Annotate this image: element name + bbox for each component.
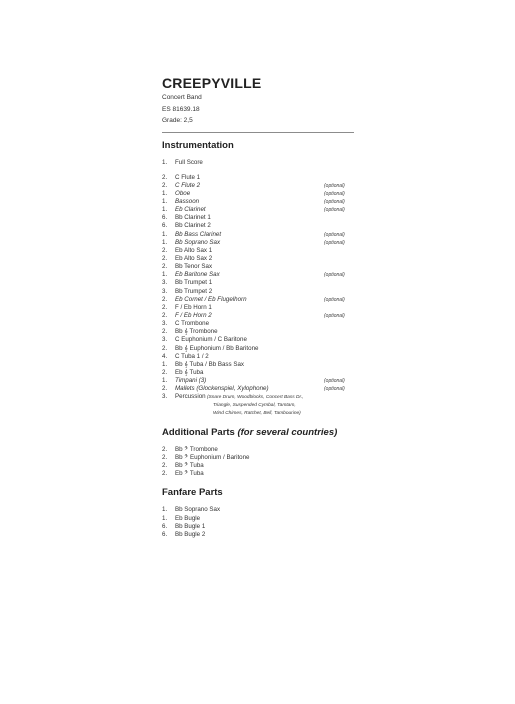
part-name-text: Eb Bugle — [175, 514, 201, 522]
part-count: 3. — [162, 279, 168, 287]
list-item — [162, 288, 354, 296]
list-item — [162, 446, 354, 454]
part-count: 2. — [162, 173, 168, 181]
optional-label: (optional) — [324, 378, 345, 385]
part-name — [175, 198, 324, 206]
part-name — [175, 206, 324, 214]
part-name-text: Percussion — [175, 393, 206, 401]
list-spacer — [162, 167, 354, 174]
part-name-text: C Trombone — [175, 320, 210, 328]
part-name — [175, 336, 324, 344]
list-item — [162, 182, 354, 190]
part-count: 1. — [162, 230, 168, 238]
part-name — [175, 239, 324, 247]
optional-label — [324, 369, 354, 377]
part-name — [175, 523, 354, 531]
part-name-text: Bb Trumpet 2 — [175, 287, 213, 295]
part-name-text: Bb 𝄞 Euphonium / Bb Baritone — [175, 344, 259, 352]
part-count: 2. — [162, 385, 168, 393]
list-item — [162, 454, 354, 462]
part-name-text: C Flute 2 — [175, 181, 201, 189]
part-name — [175, 174, 324, 182]
part-name — [175, 247, 324, 255]
piece-meta — [162, 92, 354, 127]
part-count: 4. — [162, 352, 168, 360]
list-item-continuation — [162, 402, 354, 410]
part-name — [175, 288, 324, 296]
optional-label — [324, 353, 354, 361]
part-name — [175, 320, 324, 328]
part-name-text: Eb Cornet / Eb Flugelhorn — [175, 295, 247, 303]
list-item — [162, 385, 354, 393]
optional-label — [324, 288, 354, 296]
part-name-text: Bb Bass Clarinet — [175, 230, 222, 238]
list-item — [162, 247, 354, 255]
part-count: 2. — [162, 328, 168, 336]
part-count: 1. — [162, 206, 168, 214]
part-count: 2. — [162, 295, 168, 303]
optional-label: (optional) — [324, 296, 345, 303]
instrumentation-heading: Instrumentation — [162, 139, 234, 151]
list-item-continuation — [162, 410, 354, 418]
part-count: 2. — [162, 470, 168, 478]
part-count: 2. — [162, 462, 168, 470]
list-item — [162, 506, 354, 514]
part-count: 1. — [162, 506, 168, 514]
part-name — [175, 190, 324, 198]
part-name — [175, 231, 324, 239]
part-count: 6. — [162, 522, 168, 530]
part-name-text: Eb Alto Sax 2 — [175, 255, 213, 263]
list-item — [162, 336, 354, 344]
list-item — [162, 222, 354, 230]
part-count: 1. — [162, 189, 168, 197]
part-count: 1. — [162, 238, 168, 246]
grade-level: Grade: 2,5 — [162, 117, 193, 124]
part-name — [175, 361, 324, 369]
part-count: 6. — [162, 222, 168, 230]
part-name-text: Bassoon — [175, 198, 200, 206]
additional-parts-section — [162, 426, 354, 479]
list-item — [162, 345, 354, 353]
part-count: 1. — [162, 198, 168, 206]
list-item — [162, 271, 354, 279]
part-count: 6. — [162, 530, 168, 538]
part-name-text: Full Score — [175, 158, 203, 166]
part-name-text: Oboe — [175, 189, 191, 197]
part-count: 1. — [162, 360, 168, 368]
list-item — [162, 523, 354, 531]
part-name — [175, 159, 324, 167]
optional-label — [324, 304, 354, 312]
optional-label: (optional) — [324, 313, 345, 320]
instrumentation-list — [162, 159, 354, 418]
optional-label — [324, 279, 354, 287]
optional-label: (optional) — [324, 239, 345, 246]
additional-parts-title: Additional Parts — [162, 426, 235, 438]
part-name — [175, 353, 324, 361]
optional-label — [324, 222, 354, 230]
additional-parts-note: (for several countries) — [237, 426, 338, 438]
part-name-text: Bb 𝄢 Tuba — [175, 462, 204, 470]
part-name — [175, 446, 354, 454]
part-name-text: C Euphonium / C Baritone — [175, 336, 247, 344]
part-name — [175, 377, 324, 385]
optional-label — [324, 247, 354, 255]
optional-label — [324, 361, 354, 369]
part-count: 6. — [162, 214, 168, 222]
list-item — [162, 353, 354, 361]
list-item — [162, 312, 354, 320]
list-item — [162, 296, 354, 304]
optional-label: (optional) — [324, 231, 345, 238]
part-count: 2. — [162, 369, 168, 377]
part-name — [175, 385, 324, 393]
optional-label — [324, 159, 354, 167]
part-name-text: Bb Trumpet 1 — [175, 279, 213, 287]
part-name — [175, 328, 324, 336]
part-count: 2. — [162, 344, 168, 352]
part-name-text: Eb 𝄢 Tuba — [175, 470, 204, 478]
optional-label — [324, 336, 354, 344]
optional-label: (optional) — [324, 272, 345, 279]
percussion-detail: Triangle, Suspended Cymbal, Tamtam, — [213, 402, 296, 408]
list-item — [162, 190, 354, 198]
part-name — [175, 214, 324, 222]
part-count: 3. — [162, 336, 168, 344]
part-count: 1. — [162, 377, 168, 385]
optional-label: (optional) — [324, 182, 345, 189]
part-name — [175, 304, 324, 312]
part-name-text: Eb 𝄞 Tuba — [175, 369, 204, 377]
list-item — [162, 462, 354, 470]
list-item — [162, 515, 354, 523]
part-name-text: Eb Baritone Sax — [175, 271, 220, 279]
part-count: 2. — [162, 246, 168, 254]
part-name-text: Bb Clarinet 1 — [175, 214, 211, 222]
part-count: 2. — [162, 312, 168, 320]
part-count: 3. — [162, 393, 168, 401]
fanfare-parts-list — [162, 506, 354, 539]
list-item — [162, 263, 354, 271]
part-count: 2. — [162, 263, 168, 271]
part-name-text: Mallets (Glockenspiel, Xylophone) — [175, 385, 269, 393]
part-count: 3. — [162, 320, 168, 328]
part-name-text: F / Eb Horn 1 — [175, 303, 212, 311]
part-count: 2. — [162, 181, 168, 189]
part-count: 3. — [162, 287, 168, 295]
part-name — [175, 345, 324, 353]
part-name-text: Bb 𝄞 Trombone — [175, 328, 218, 336]
part-name — [175, 506, 354, 514]
part-name-text: Bb Clarinet 2 — [175, 222, 211, 230]
part-name-text: C Flute 1 — [175, 173, 201, 181]
list-item — [162, 239, 354, 247]
part-name — [175, 296, 324, 304]
list-item — [162, 470, 354, 478]
part-name-text: Bb 𝄢 Euphonium / Baritone — [175, 454, 250, 461]
part-name-text: Bb 𝄞 Tuba / Bb Bass Sax — [175, 360, 245, 368]
list-item — [162, 328, 354, 336]
optional-label — [324, 255, 354, 263]
instrumentation-section — [162, 139, 354, 418]
part-name — [175, 393, 324, 401]
list-item — [162, 231, 354, 239]
part-name-text: Bb Bugle 1 — [175, 522, 206, 530]
part-count: 1. — [162, 514, 168, 522]
part-name-text: Bb Tenor Sax — [175, 263, 213, 271]
part-name — [175, 369, 324, 377]
part-count: 1. — [162, 271, 168, 279]
divider-rule — [162, 132, 354, 133]
part-name — [175, 515, 354, 523]
ensemble-type: Concert Band — [162, 94, 202, 101]
part-name-text: C Tuba 1 / 2 — [175, 352, 209, 360]
list-item — [162, 198, 354, 206]
list-item — [162, 377, 354, 385]
optional-label — [324, 345, 354, 353]
catalog-code: ES 81639.18 — [162, 105, 200, 113]
optional-label: (optional) — [324, 386, 345, 393]
list-item — [162, 214, 354, 222]
part-name — [175, 271, 324, 279]
part-name — [175, 279, 324, 287]
fanfare-parts-heading: Fanfare Parts — [162, 487, 223, 499]
part-count: 2. — [162, 454, 168, 461]
list-item — [162, 279, 354, 287]
list-item — [162, 393, 354, 401]
additional-parts-list — [162, 446, 354, 479]
part-name-text: F / Eb Horn 2 — [175, 312, 212, 320]
optional-label — [324, 174, 354, 182]
piece-title: CREEPYVILLE — [162, 75, 262, 91]
part-name — [175, 462, 354, 470]
fanfare-parts-section — [162, 486, 354, 539]
part-name-text: Bb Soprano Sax — [175, 506, 221, 514]
part-count: 2. — [162, 445, 168, 453]
list-item — [162, 320, 354, 328]
optional-label: (optional) — [324, 207, 345, 214]
optional-label — [324, 328, 354, 336]
part-name — [175, 222, 324, 230]
additional-parts-heading — [162, 426, 354, 440]
list-item — [162, 361, 354, 369]
list-item — [162, 369, 354, 377]
document-page — [162, 74, 354, 547]
part-name — [175, 263, 324, 271]
part-name-text: Eb Clarinet — [175, 206, 206, 214]
part-name-text: Bb Soprano Sax — [175, 238, 221, 246]
optional-label — [324, 393, 354, 401]
part-name — [175, 312, 324, 320]
list-item — [162, 304, 354, 312]
part-name — [175, 470, 354, 478]
part-name-text: Timpani (3) — [175, 377, 207, 385]
optional-label — [324, 214, 354, 222]
optional-label — [324, 263, 354, 271]
part-name-text: Eb Alto Sax 1 — [175, 246, 213, 254]
optional-label — [324, 320, 354, 328]
optional-label: (optional) — [324, 199, 345, 206]
part-name — [175, 182, 324, 190]
part-name — [175, 255, 324, 263]
part-count: 2. — [162, 303, 168, 311]
optional-label: (optional) — [324, 190, 345, 197]
list-item — [162, 255, 354, 263]
part-name-text: Bb 𝄢 Trombone — [175, 445, 218, 453]
percussion-detail: (Snare Drum, Woodblocks, Concert Bass Dr., — [205, 395, 304, 401]
list-item — [162, 159, 354, 167]
part-name-text: Bb Bugle 2 — [175, 530, 206, 538]
list-item — [162, 206, 354, 214]
percussion-detail: Wind Chimes, Ratchet, Bell, Tambourine) — [213, 410, 301, 416]
list-item — [162, 531, 354, 539]
list-item — [162, 174, 354, 182]
part-name — [175, 454, 354, 462]
part-count: 1. — [162, 158, 168, 166]
part-name — [175, 531, 354, 539]
part-count: 2. — [162, 255, 168, 263]
